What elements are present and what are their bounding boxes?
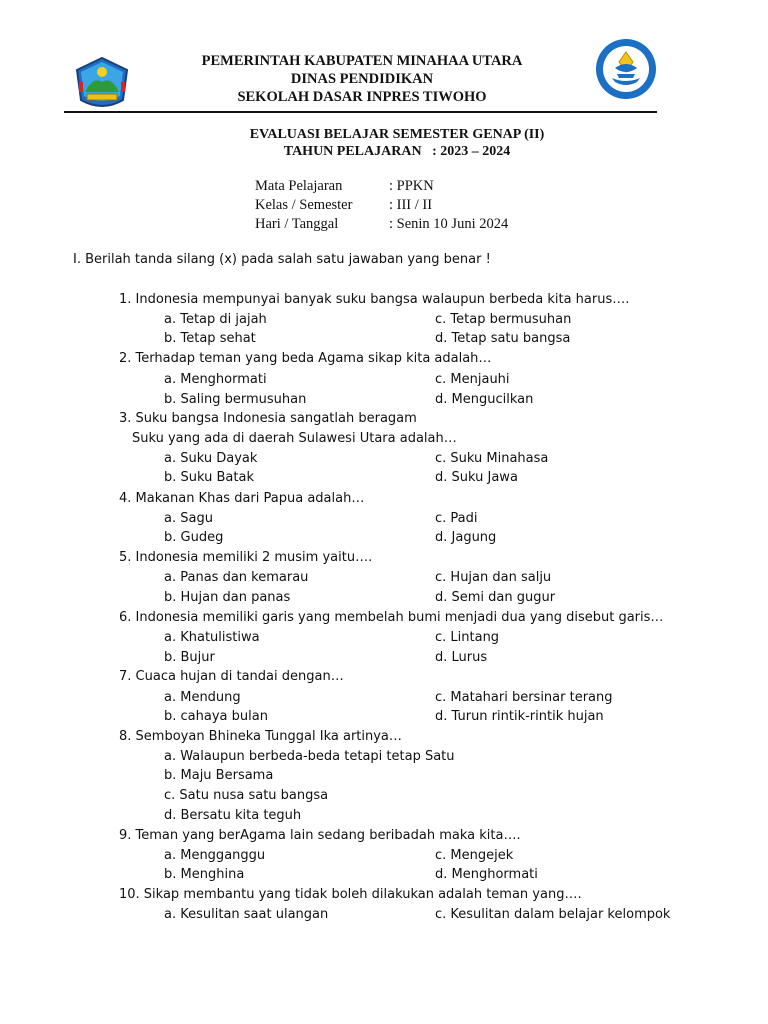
instruction: I. Berilah tanda silang (x) pada salah satu jawaban yang benar ! bbox=[73, 252, 491, 267]
question-3-line-2: Suku yang ada di daerah Sulawesi Utara adalah… bbox=[132, 431, 457, 446]
option-a: a. Sagu bbox=[164, 511, 213, 526]
option-c: c. Matahari bersinar terang bbox=[435, 690, 613, 705]
option-a: a. Suku Dayak bbox=[164, 451, 258, 466]
meta-row bbox=[255, 215, 508, 234]
letterhead-divider bbox=[64, 111, 657, 113]
option-c: c. Menjauhi bbox=[435, 372, 510, 387]
option-b: b. Suku Batak bbox=[164, 470, 254, 485]
option-b: b. Tetap sehat bbox=[164, 331, 256, 346]
option-d: d. Turun rintik-rintik hujan bbox=[435, 709, 604, 724]
meta-key: Hari / Tanggal bbox=[255, 216, 339, 232]
question-8: 8. Semboyan Bhineka Tunggal Ika artinya… bbox=[119, 729, 402, 744]
option-a: a. Mengganggu bbox=[164, 848, 266, 863]
option-b: b. cahaya bulan bbox=[164, 709, 268, 724]
question-9: 9. Teman yang berAgama lain sedang beribadah maka kita…. bbox=[119, 828, 521, 843]
option-b: b. Hujan dan panas bbox=[164, 590, 291, 605]
meta-key: Kelas / Semester bbox=[255, 197, 353, 213]
question-10: 10. Sikap membantu yang tidak boleh dilakukan adalah teman yang…. bbox=[119, 887, 582, 902]
option-c: c. Mengejek bbox=[435, 848, 514, 863]
option-b: b. Saling bermusuhan bbox=[164, 392, 307, 407]
option-d: d. Bersatu kita teguh bbox=[164, 808, 302, 823]
option-d: d. Menghormati bbox=[435, 867, 538, 882]
question-6: 6. Indonesia memiliki garis yang membelah bumi menjadi dua yang disebut garis… bbox=[119, 610, 664, 625]
option-c: c. Lintang bbox=[435, 630, 500, 645]
option-d: d. Jagung bbox=[435, 530, 497, 545]
meta-row bbox=[255, 177, 508, 196]
letterhead-line-1: PEMERINTAH KABUPATEN MINAHAA UTARA bbox=[201, 53, 523, 69]
question-7: 7. Cuaca hujan di tandai dengan… bbox=[119, 669, 344, 684]
option-c: c. Hujan dan salju bbox=[435, 570, 552, 585]
option-d: d. Lurus bbox=[435, 650, 488, 665]
option-a: a. Khatulistiwa bbox=[164, 630, 260, 645]
option-a: a. Kesulitan saat ulangan bbox=[164, 907, 329, 922]
meta-row bbox=[255, 196, 508, 215]
letterhead-line-3: SEKOLAH DASAR INPRES TIWOHO bbox=[237, 89, 487, 105]
question-5: 5. Indonesia memiliki 2 musim yaitu…. bbox=[119, 550, 373, 565]
option-d: d. Semi dan gugur bbox=[435, 590, 556, 605]
meta-value: : III / II bbox=[389, 197, 433, 213]
option-b: b. Menghina bbox=[164, 867, 245, 882]
option-a: a. Menghormati bbox=[164, 372, 267, 387]
option-c: c. Suku Minahasa bbox=[435, 451, 549, 466]
option-d: d. Mengucilkan bbox=[435, 392, 534, 407]
option-c: c. Tetap bermusuhan bbox=[435, 312, 572, 327]
question-4: 4. Makanan Khas dari Papua adalah… bbox=[119, 491, 365, 506]
option-c: c. Padi bbox=[435, 511, 478, 526]
option-d: d. Tetap satu bangsa bbox=[435, 331, 571, 346]
exam-title-block bbox=[0, 126, 768, 160]
option-a: a. Tetap di jajah bbox=[164, 312, 267, 327]
option-a: a. Walaupun berbeda-beda tetapi tetap Satu bbox=[164, 749, 455, 764]
option-b: b. Bujur bbox=[164, 650, 215, 665]
meta-value: : Senin 10 Juni 2024 bbox=[389, 216, 509, 232]
option-b: b. Gudeg bbox=[164, 530, 224, 545]
option-c: c. Satu nusa satu bangsa bbox=[164, 788, 329, 803]
meta-key: Mata Pelajaran bbox=[255, 178, 343, 194]
exam-year: TAHUN PELAJARAN : 2023 – 2024 bbox=[283, 144, 511, 159]
letterhead bbox=[0, 52, 724, 106]
question-3: 3. Suku bangsa Indonesia sangatlah beragam bbox=[119, 411, 417, 426]
option-a: a. Mendung bbox=[164, 690, 241, 705]
question-1: 1. Indonesia mempunyai banyak suku bangsa walaupun berbeda kita harus…. bbox=[119, 292, 630, 307]
option-b: b. Maju Bersama bbox=[164, 768, 274, 783]
exam-meta bbox=[255, 177, 508, 234]
question-2: 2. Terhadap teman yang beda Agama sikap kita adalah… bbox=[119, 351, 492, 366]
exam-title: EVALUASI BELAJAR SEMESTER GENAP (II) bbox=[249, 127, 545, 142]
meta-value: : PPKN bbox=[389, 178, 434, 194]
option-d: d. Suku Jawa bbox=[435, 470, 518, 485]
option-a: a. Panas dan kemarau bbox=[164, 570, 309, 585]
letterhead-line-2: DINAS PENDIDIKAN bbox=[290, 71, 434, 87]
option-c: c. Kesulitan dalam belajar kelompok bbox=[435, 907, 671, 922]
